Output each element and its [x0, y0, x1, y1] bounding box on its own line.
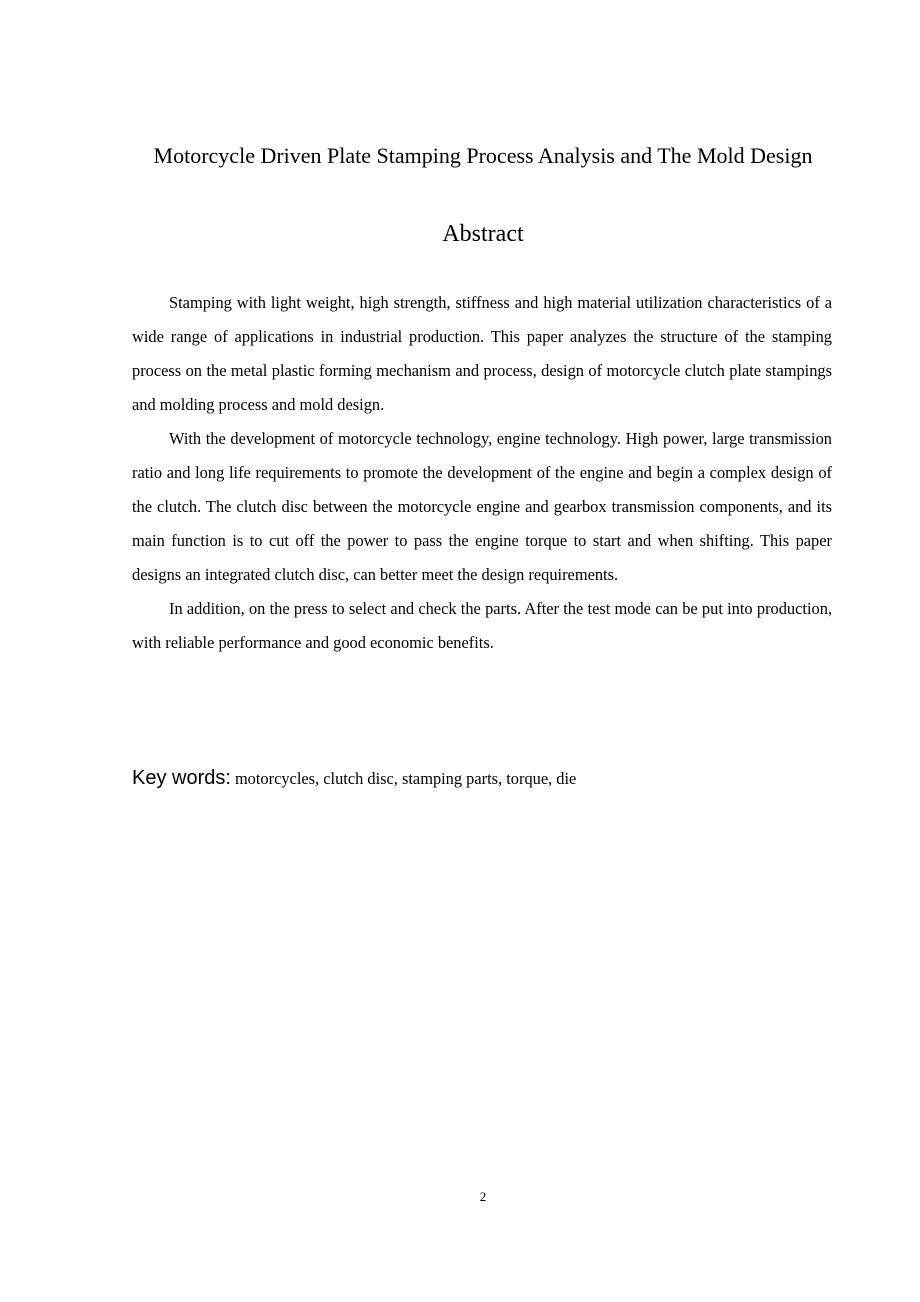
abstract-paragraph-3: In addition, on the press to select and check the parts. After the test mode can be put into production, with reliable performance and good economic benefits.: [132, 599, 832, 652]
abstract-body: [132, 286, 832, 660]
abstract-paragraph-2: With the development of motorcycle technology, engine technology. High power, large transmission ratio and long life requirements to promote the development of the engine and begin a complex design of the clutch. The clutch disc between the motorcycle engine and gearbox transmission components, and its main function is to cut off the power to pass the engine torque to start and when shifting. This paper designs an integrated clutch disc, can better meet the design requirements.: [132, 429, 832, 584]
paper-title: Motorcycle Driven Plate Stamping Process Analysis and The Mold Design: [153, 143, 813, 168]
abstract-heading: Abstract: [442, 221, 524, 247]
abstract-paragraph-1: Stamping with light weight, high strength, stiffness and high material utilization characteristics of a wide range of applications in industrial production. This paper analyzes the structure of the stamping process on the metal plastic forming mechanism and process, design of motorcycle clutch plate stampings and molding process and mold design.: [132, 293, 832, 414]
page-number: 2: [479, 1189, 487, 1204]
keywords-label: Key words:: [132, 767, 231, 789]
keywords-line: [132, 763, 832, 795]
keywords-text: motorcycles, clutch disc, stamping parts, torque, die: [234, 769, 577, 788]
